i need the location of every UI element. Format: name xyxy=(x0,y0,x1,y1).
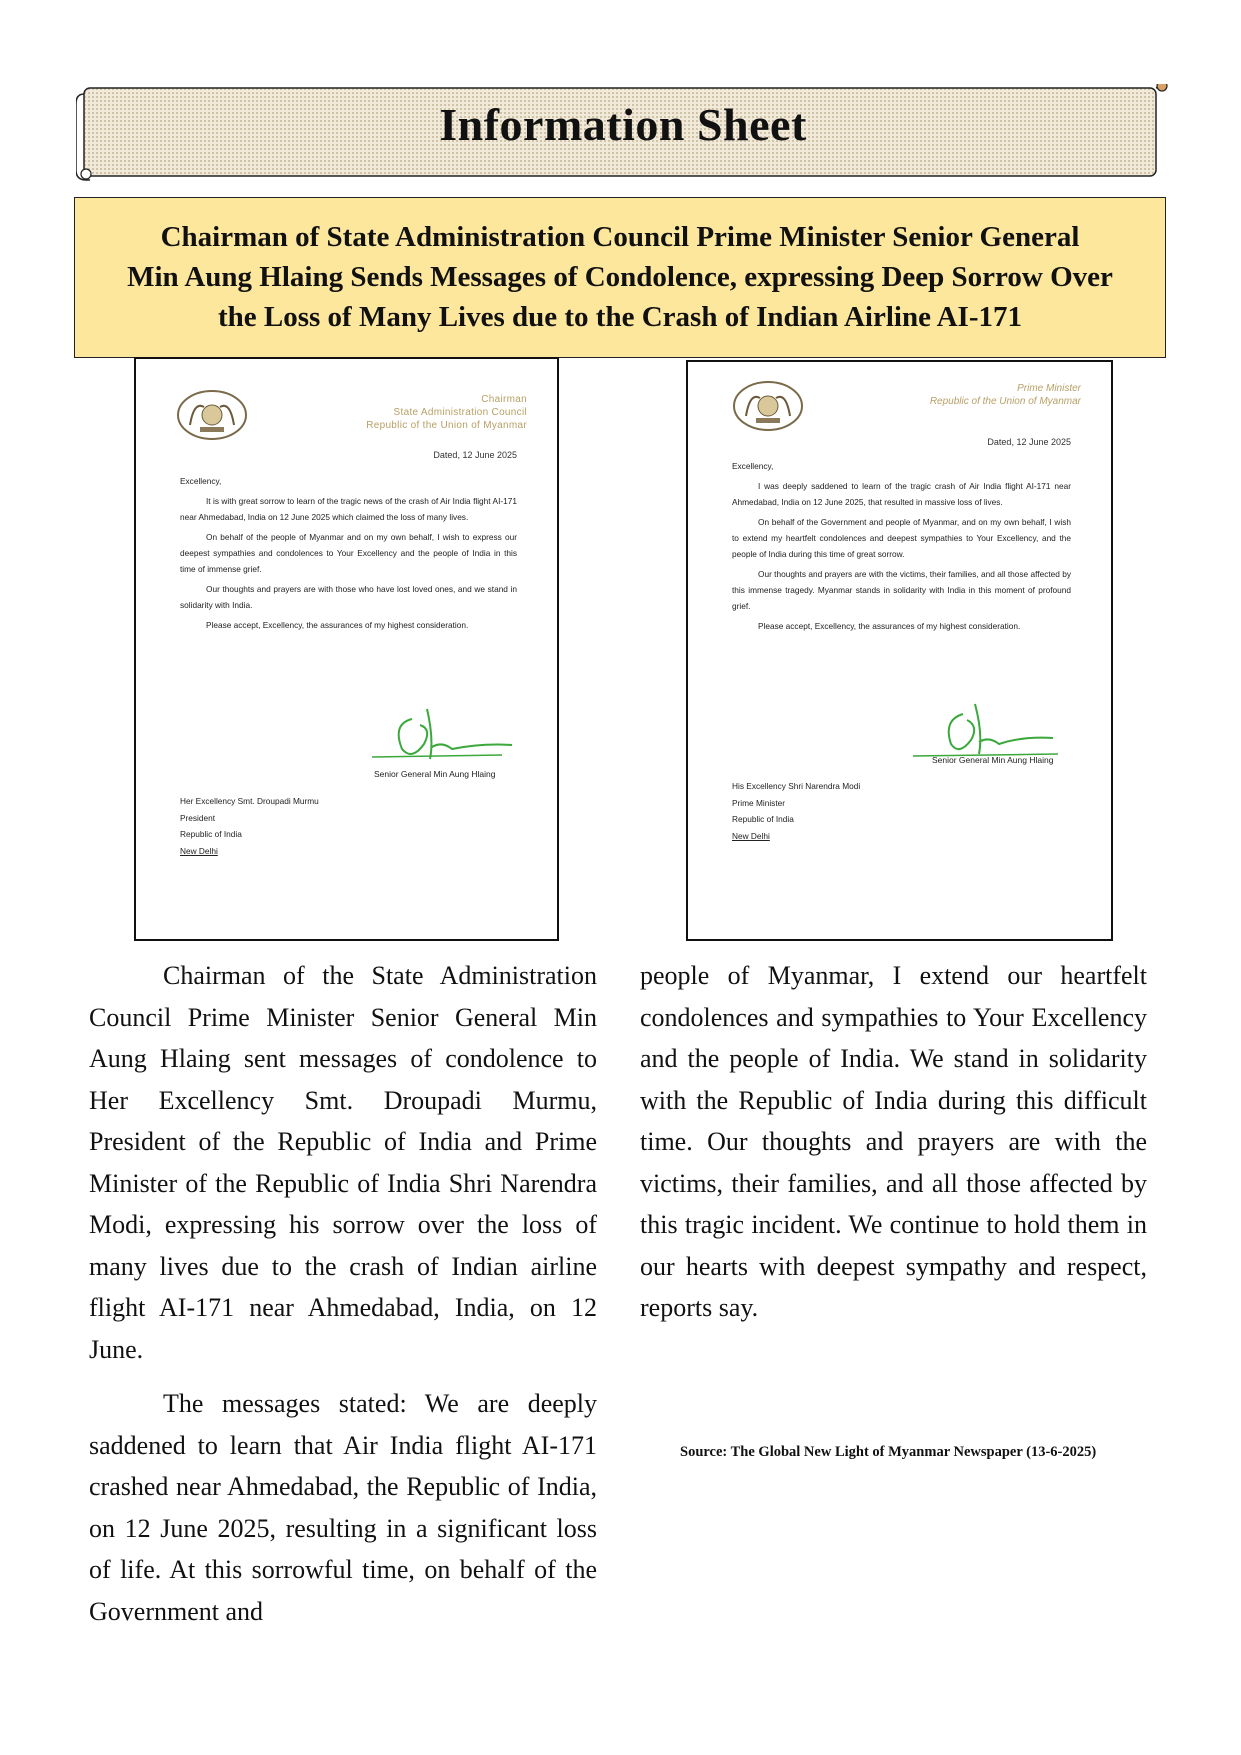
headline xyxy=(74,197,1166,358)
article-column-right xyxy=(640,955,1147,1329)
article-paragraph: The messages stated: We are deeply saddened to learn that Air India flight AI-171 crashed near Ahmedabad, the Republic of India, on 12 June 2025, resulting in a significant loss of life. At this sorrowful time, on behalf of the Government and xyxy=(89,1389,597,1626)
letter-body xyxy=(180,473,517,637)
letterhead-office xyxy=(930,382,1081,408)
address-line: Her Excellency Smt. Droupadi Murmu xyxy=(180,796,319,806)
signature-icon xyxy=(372,699,522,769)
letter-paragraph: I was deeply saddened to learn of the tragic crash of Air India flight AI-171 near Ahmedabad, India on 12 June 2025, that resulted in massive loss of lives. xyxy=(732,481,1071,507)
office-line: Republic of the Union of Myanmar xyxy=(366,420,527,431)
article-paragraph: people of Myanmar, I extend our heartfelt condolences and sympathies to Your Excellency and the people of India. We stand in solidarity with the Republic of India during this difficult time. Our thoughts and prayers are with the victims, their families, and all those affected by this tragic incident. We continue to hold them in our hearts with deepest sympathy and respect, reports say. xyxy=(640,961,1147,1322)
office-line: Chairman xyxy=(481,394,527,405)
recipient-address xyxy=(180,793,319,859)
recipient-address xyxy=(732,778,860,844)
source-credit: Source: The Global New Light of Myanmar Newspaper (13-6-2025) xyxy=(680,1444,1097,1460)
letter-to-prime-minister xyxy=(686,360,1113,941)
headline-line: Min Aung Hlaing Sends Messages of Condolence, expressing Deep Sorrow Over xyxy=(127,261,1113,293)
article-paragraph: Chairman of the State Administration Council Prime Minister Senior General Min Aung Hlaing sent messages of condolence to Her Excellency Smt. Droupadi Murmu, President of the Republic of India and Prime Minister of the Republic of India Shri Narendra Modi, expressing his sorrow over the loss of many lives due to the crash of Indian airline flight AI-171 near Ahmedabad, India, on 12 June. xyxy=(89,961,597,1364)
letter-salutation: Excellency, xyxy=(180,476,222,486)
headline-line: the Loss of Many Lives due to the Crash of Indian Airline AI-171 xyxy=(217,301,1022,333)
state-emblem-icon xyxy=(176,389,248,441)
letter-paragraph: On behalf of the Government and people of Myanmar, and on my own behalf, I wish to extend my heartfelt condolences and deepest sympathies to Your Excellency, and the people of India during this time of great sorrow. xyxy=(732,517,1071,559)
letter-to-president xyxy=(134,357,559,941)
title-banner xyxy=(76,84,1170,182)
letter-paragraph: Our thoughts and prayers are with those who have lost loved ones, and we stand in solidarity with India. xyxy=(180,584,517,610)
letter-date: Dated, 12 June 2025 xyxy=(987,437,1071,447)
letter-date: Dated, 12 June 2025 xyxy=(433,450,517,460)
letter-paragraph: Please accept, Excellency, the assurances of my highest consideration. xyxy=(758,621,1021,631)
signatory-name: Senior General Min Aung Hlaing xyxy=(374,769,496,779)
address-line: New Delhi xyxy=(180,845,218,856)
office-line: State Administration Council xyxy=(393,407,527,418)
office-line: Republic of the Union of Myanmar xyxy=(929,396,1081,407)
letter-paragraph: Please accept, Excellency, the assurances of my highest consideration. xyxy=(206,620,469,630)
article-column-left xyxy=(89,955,597,1632)
letter-paragraph: Our thoughts and prayers are with the victims, their families, and all those affected by this immense tragedy. Myanmar stands in solidarity with India in this moment of profound grief. xyxy=(732,569,1071,611)
address-line: Republic of India xyxy=(732,814,794,824)
letterhead-office xyxy=(366,393,527,432)
page-title: Information Sheet xyxy=(439,99,807,150)
address-line: New Delhi xyxy=(732,830,770,841)
letter-paragraph: On behalf of the people of Myanmar and on my own behalf, I wish to express our deepest sympathies and condolences to Your Excellency and the people of India in this time of immense grief. xyxy=(180,532,517,574)
address-line: Prime Minister xyxy=(732,797,786,808)
state-emblem-icon xyxy=(732,380,804,432)
office-line: Prime Minister xyxy=(1017,383,1081,394)
headline-line: Chairman of State Administration Council Prime Minister Senior General xyxy=(160,221,1080,253)
address-line: Republic of India xyxy=(180,829,242,839)
letter-paragraph: It is with great sorrow to learn of the tragic news of the crash of Air India flight AI-171 near Ahmedabad, India on 12 June 2025 which claimed the loss of many lives. xyxy=(180,496,517,522)
letter-body xyxy=(732,458,1071,638)
address-line: President xyxy=(180,812,216,823)
address-line: His Excellency Shri Narendra Modi xyxy=(732,781,861,791)
signatory-name: Senior General Min Aung Hlaing xyxy=(932,755,1054,765)
letter-salutation: Excellency, xyxy=(732,461,774,471)
